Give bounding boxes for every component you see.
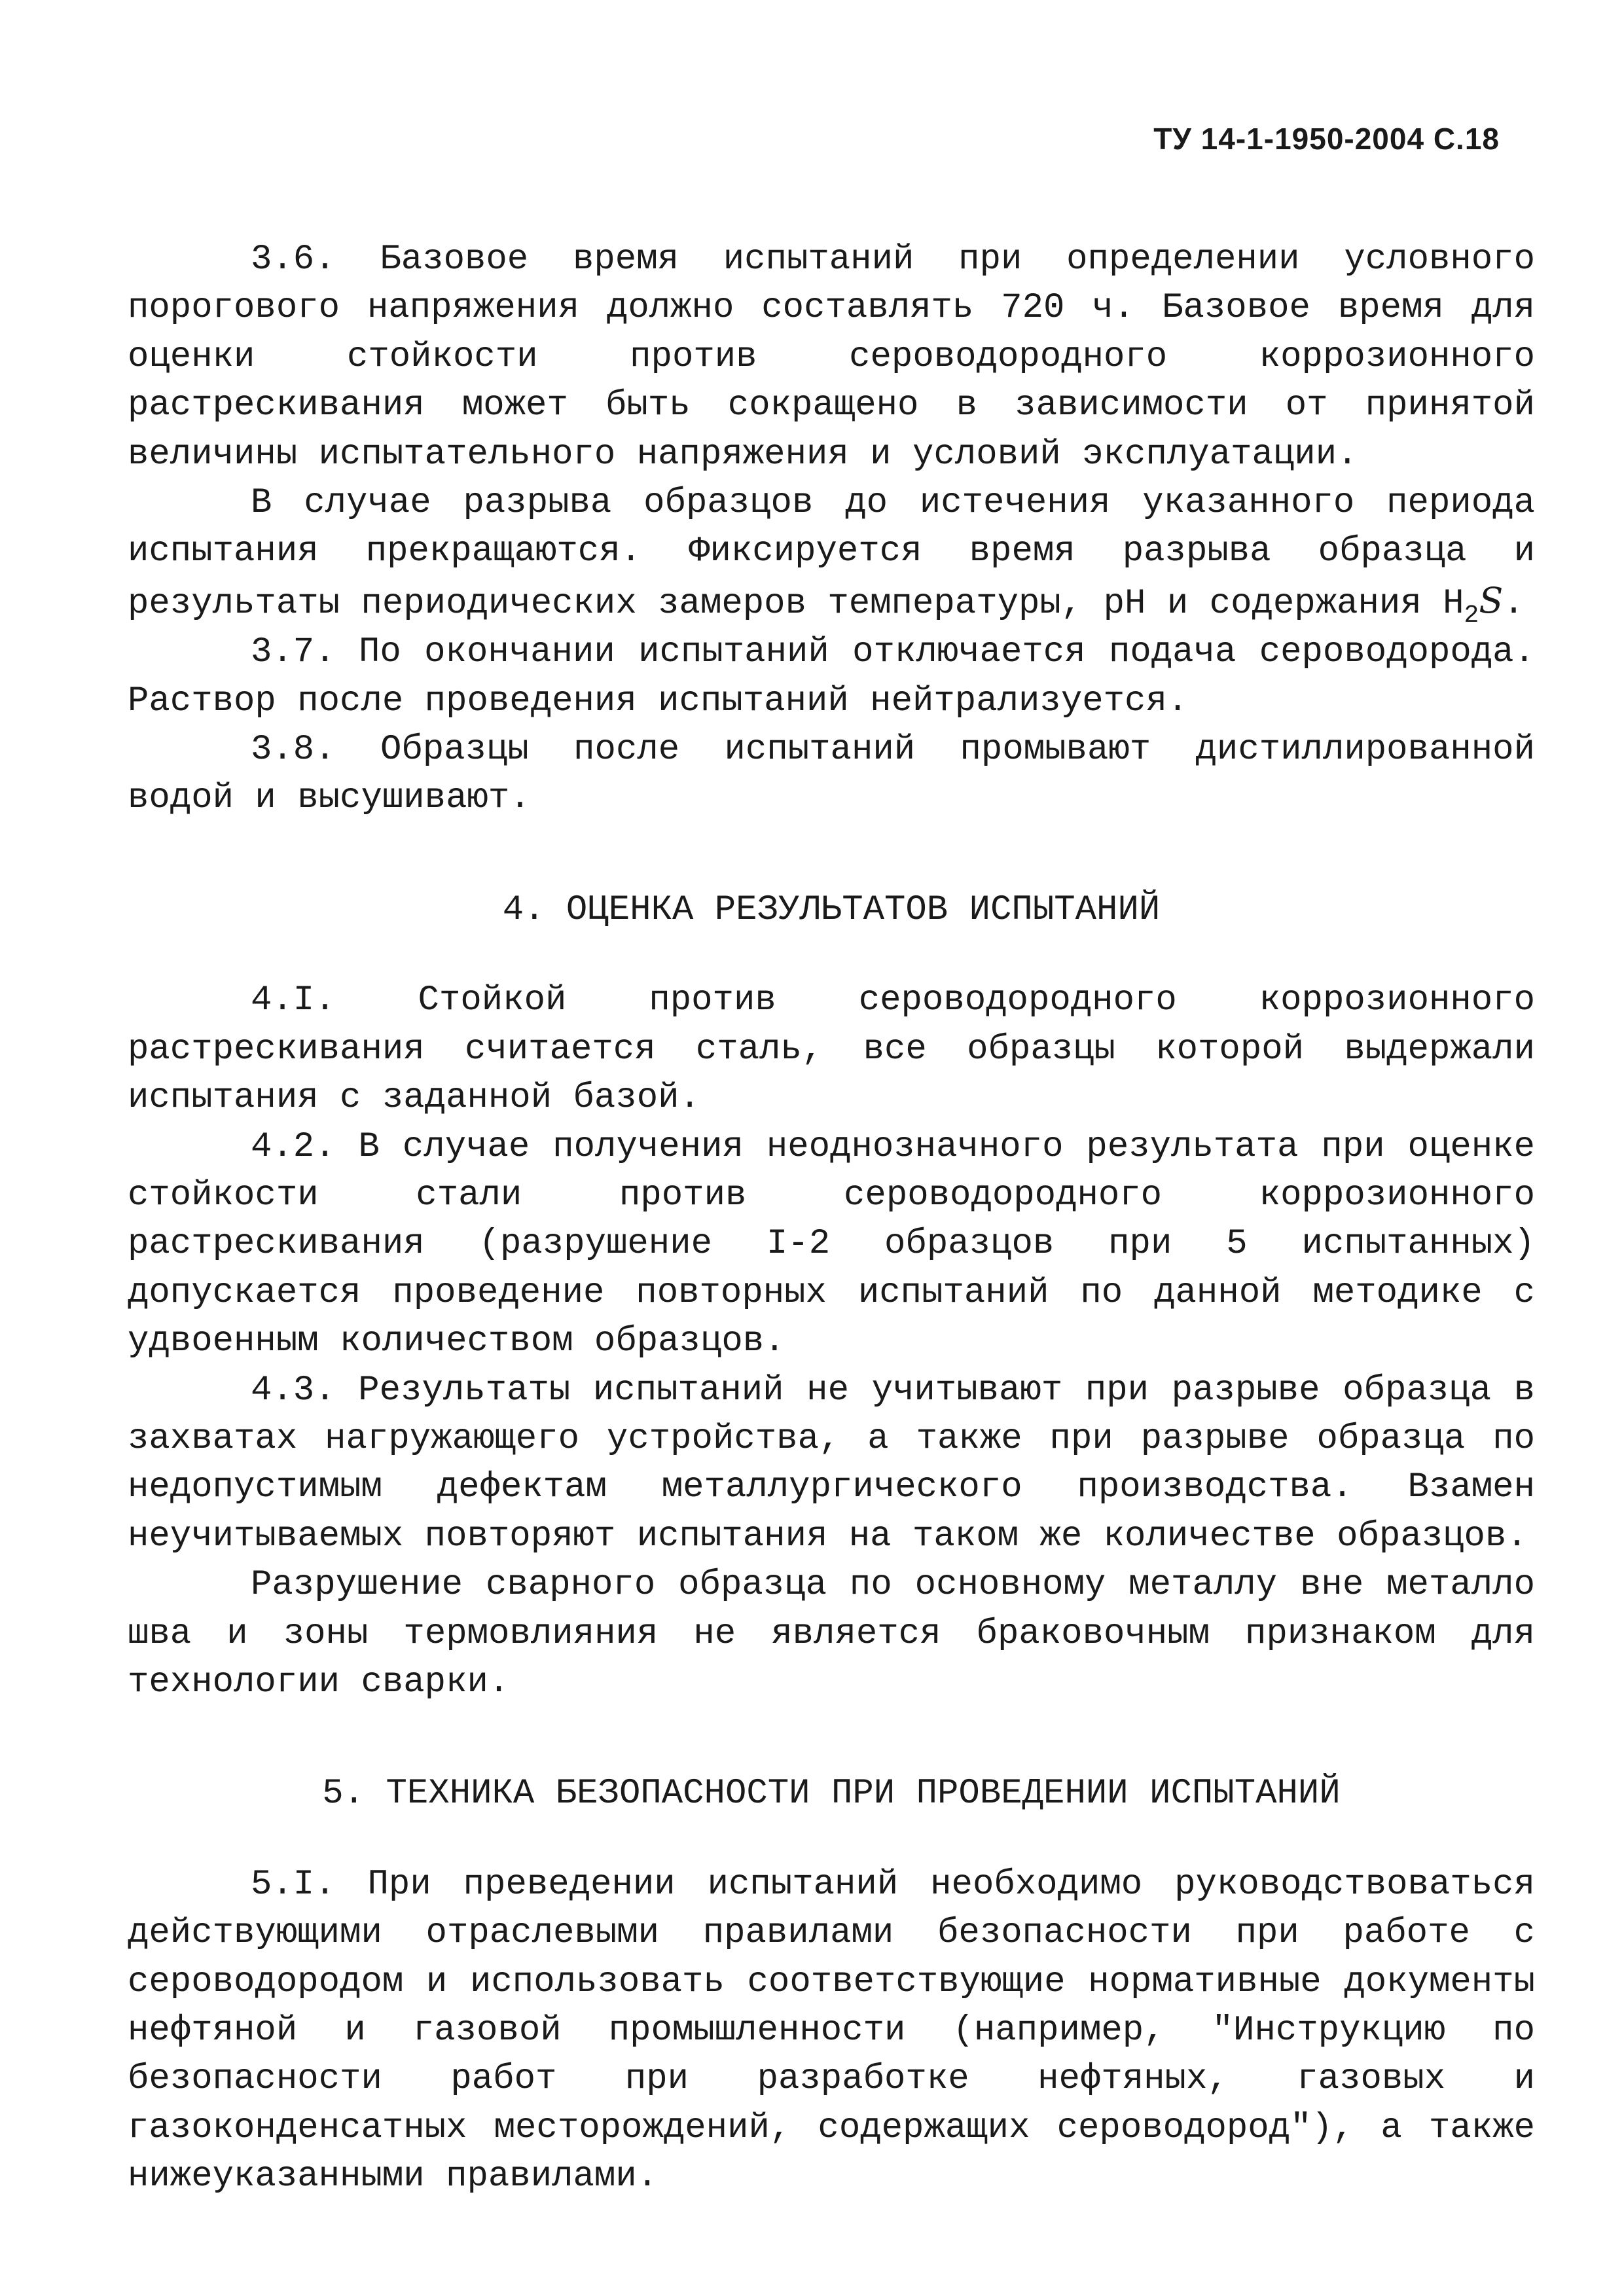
paragraph-4-3: 4.3. Результаты испытаний не учитывают при разрыве образца в захватах нагружающего устройства, а также при разрыве образца по недопустимым дефектам металлургического производства. Взамен неучитываемых повторяют испытания на таком же количестве образцов. bbox=[128, 1370, 1535, 1556]
h2s-s-letter: S bbox=[1479, 579, 1504, 621]
paragraph-3-8: 3.8. Образцы после испытаний промывают дистиллированной водой и высушивают. bbox=[128, 730, 1535, 819]
section-4-heading: 4. ОЦЕНКА РЕЗУЛЬТАТОВ ИСПЫТАНИЙ bbox=[502, 889, 1161, 930]
h2s-subscript: 2 bbox=[1464, 601, 1479, 630]
document-reference: ТУ 14-1-1950-2004 С.18 bbox=[1153, 122, 1500, 156]
paragraph-3-6-continued bbox=[128, 479, 1535, 628]
paragraph-3-6-continued-text: В случае разрыва образцов до истечения указанного периода испытания прекращаются. Фиксируется время разрыва образца и результаты периодических замеров температуры, рН и содержания Н bbox=[128, 483, 1535, 624]
paragraph-3-6: 3.6. Базовое время испытаний при определении условного порогового напряжения должно составлять 720 ч. Базовое время для оценки стойкости против сероводородного коррозионного растрескивания может быть сокращено в зависимости от принятой величины испытательного напряжения и условий эксплуатации. bbox=[128, 240, 1535, 475]
document-body bbox=[128, 236, 1535, 2202]
paragraph-3-7: 3.7. По окончании испытаний отключается подача сероводорода. Раствор после проведения испытаний нейтрализуется. bbox=[128, 632, 1535, 721]
paragraph-3-6-end: . bbox=[1503, 583, 1525, 624]
paragraph-5-1: 5.I. При преведении испытаний необходимо руководствоваться действующими отраслевыми правилами безопасности при работе с сероводородом и использовать соответствующие нормативные документы нефтяной и газовой промышленности (например, "Инструкцию по безопасности работ при разработке нефтяных, газовых и газоконденсатных месторождений, содержащих сероводород"), а также нижеуказанными правилами. bbox=[128, 1864, 1535, 2197]
section-5-heading: 5. ТЕХНИКА БЕЗОПАСНОСТИ ПРИ ПРОВЕДЕНИИ ИСПЫТАНИЙ bbox=[322, 1774, 1341, 1814]
paragraph-4-3-continued: Разрушение сварного образца по основному металлу вне металло шва и зоны термовлияния не является браковочным признаком для технологии сварки. bbox=[128, 1565, 1535, 1702]
paragraph-4-1: 4.I. Стойкой против сероводородного коррозионного растрескивания считается сталь, все образцы которой выдержали испытания с заданной базой. bbox=[128, 980, 1535, 1119]
paragraph-4-2: 4.2. В случае получения неоднозначного результата при оценке стойкости стали против сероводородного коррозионного растрескивания (разрушение I-2 образцов при 5 испытанных) допускается проведение повторных испытаний по данной методике с удвоенным количеством образцов. bbox=[128, 1126, 1535, 1362]
